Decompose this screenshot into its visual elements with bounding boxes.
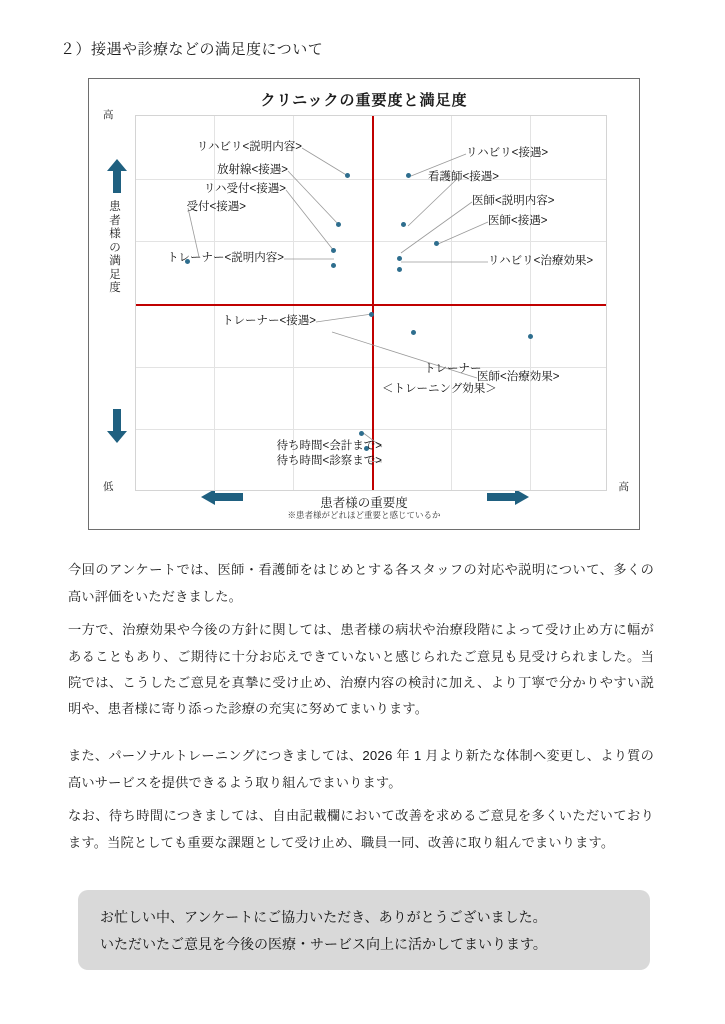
paragraph-2: 一方で、治療効果や今後の方針に関しては、患者様の病状や治療段階によって受け止め方に幅があることもあり、ご期待に十分お応えできていないと感じられたご意見も見受けられました。当院では、こうしたご意見を真摯に受け止め、治療内容の検討に加え、より丁寧で分かりやすい説明や、患者様に寄り添った診療の充実に努めてまいります。 bbox=[68, 622, 654, 717]
data-point bbox=[369, 312, 374, 317]
point-label: 看護師<接遇> bbox=[428, 171, 499, 183]
data-point bbox=[336, 222, 341, 227]
point-label-trainer-effect: ＜トレーニング効果＞ bbox=[382, 383, 497, 395]
paragraph-1: 今回のアンケートでは、医師・看護師をはじめとする各スタッフの対応や説明について、多くの高い評価をいただきました。 bbox=[68, 562, 654, 604]
thanks-callout bbox=[78, 890, 650, 970]
y-axis-label: 患 者 様 の 満 足 度 bbox=[109, 201, 121, 295]
gridline-horizontal bbox=[136, 429, 606, 430]
arrow-up-icon bbox=[107, 159, 127, 193]
point-label: リハビリ<接遇> bbox=[466, 147, 549, 159]
chart-container bbox=[88, 78, 640, 530]
point-label: リハ受付<接遇> bbox=[203, 183, 286, 195]
x-axis-high-label: 高 bbox=[618, 481, 629, 493]
data-point bbox=[406, 173, 411, 178]
quadrant-axis-vertical bbox=[372, 116, 374, 490]
point-label-trainer: トレーナー bbox=[424, 363, 482, 375]
y-axis-low-label: 低 bbox=[103, 481, 114, 493]
data-point bbox=[359, 431, 364, 436]
point-label: 待ち時間<会計まで> bbox=[276, 440, 382, 452]
paragraph-4: なお、待ち時間につきましては、自由記載欄において改善を求めるご意見を多くいただいております。当院としても重要な課題として受け止め、職員一同、改善に取り組んでまいります。 bbox=[68, 808, 654, 850]
gridline-vertical bbox=[530, 116, 531, 490]
data-point bbox=[411, 330, 416, 335]
quadrant-axis-horizontal bbox=[136, 304, 606, 306]
data-point bbox=[397, 256, 402, 261]
point-label: トレーナー<説明内容> bbox=[167, 252, 284, 264]
data-point bbox=[528, 334, 533, 339]
point-label: 医師<接遇> bbox=[488, 215, 548, 227]
data-point bbox=[397, 267, 402, 272]
gridline-horizontal bbox=[136, 367, 606, 368]
data-point bbox=[331, 248, 336, 253]
callout-line-2: いただいたご意見を今後の医療・サービス向上に活かしてまいります。 bbox=[100, 935, 547, 952]
point-label: リハビリ<説明内容> bbox=[196, 141, 302, 153]
gridline-horizontal bbox=[136, 179, 606, 180]
arrow-down-icon bbox=[107, 409, 127, 443]
chart-title: クリニックの重要度と満足度 bbox=[260, 92, 468, 109]
point-label: トレーナー<接遇> bbox=[222, 315, 316, 327]
data-point bbox=[345, 173, 350, 178]
point-label: 受付<接遇> bbox=[186, 201, 246, 213]
scatter-plot-area bbox=[135, 115, 607, 491]
point-label: 医師<治療効果> bbox=[477, 371, 560, 383]
x-axis-note: ※患者様がどれほど重要と感じているか bbox=[287, 510, 441, 520]
point-label: 放射線<接遇> bbox=[217, 164, 288, 176]
point-label: 医師<説明内容> bbox=[472, 195, 555, 207]
x-axis-label: 患者様の重要度 bbox=[320, 496, 408, 510]
data-point bbox=[401, 222, 406, 227]
data-point bbox=[434, 241, 439, 246]
data-point bbox=[331, 263, 336, 268]
gridline-vertical bbox=[214, 116, 215, 490]
gridline-horizontal bbox=[136, 241, 606, 242]
gridline-vertical bbox=[293, 116, 294, 490]
y-axis-high-label: 高 bbox=[103, 109, 114, 121]
point-label: 待ち時間<診察まで> bbox=[276, 455, 382, 467]
paragraph-3: また、パーソナルトレーニングにつきましては、2026 年 1 月より新たな体制へ変更し、より質の高いサービスを提供できるよう取り組んでまいります。 bbox=[68, 748, 654, 790]
section-heading: ２）接遇や診療などの満足度について bbox=[60, 41, 324, 58]
callout-line-1: お忙しい中、アンケートにご協力いただき、ありがとうございました。 bbox=[100, 909, 547, 925]
point-label: リハビリ<治療効果> bbox=[488, 255, 594, 267]
